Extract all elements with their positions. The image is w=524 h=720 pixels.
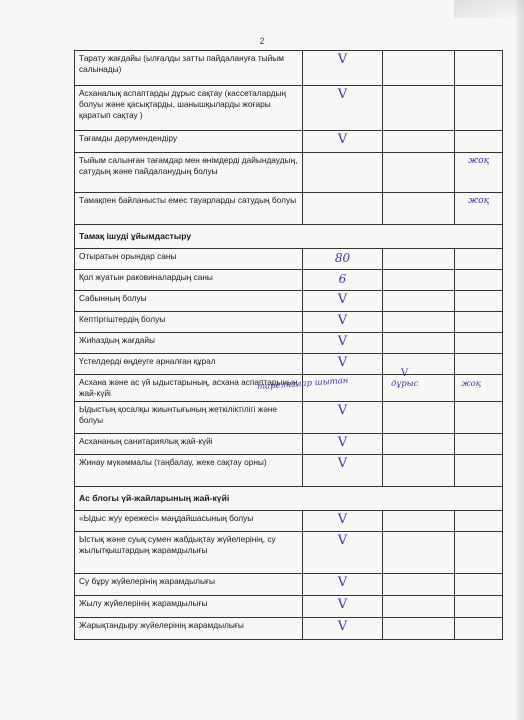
row-label: Жиһаздың жағдайы xyxy=(75,333,303,354)
empty-cell xyxy=(455,131,503,153)
row-label: Ыдыстың қосалқы жиынтығының жеткіліктілігі және болуы xyxy=(75,402,303,434)
check-mark: V xyxy=(337,334,348,350)
handwritten-note: тарелкалар шытан xyxy=(256,375,349,393)
check-mark: V xyxy=(401,368,409,380)
check-mark: V xyxy=(337,292,348,308)
check-mark: V xyxy=(337,403,348,419)
check-cell xyxy=(303,511,383,532)
empty-cell xyxy=(383,249,455,270)
empty-cell xyxy=(455,249,503,270)
check-cell xyxy=(303,402,383,434)
check-cell xyxy=(303,86,383,131)
table-row xyxy=(75,596,503,618)
table-row xyxy=(75,86,503,131)
row-label: Тарату жағдайы (ылғалды затты пайдалануға тыйым салынады) xyxy=(75,51,303,86)
check-cell xyxy=(303,131,383,153)
empty-cell xyxy=(303,193,383,225)
table-row xyxy=(75,434,503,455)
table-row xyxy=(75,574,503,596)
section-title: Тамақ ішуді ұйымдастыру xyxy=(75,225,503,249)
check-cell xyxy=(303,291,383,312)
empty-cell xyxy=(383,574,455,596)
check-cell xyxy=(303,354,383,375)
check-cell xyxy=(303,574,383,596)
handwritten-note: жоқ xyxy=(467,156,490,166)
check-cell xyxy=(303,618,383,640)
check-cell xyxy=(303,434,383,455)
empty-cell xyxy=(455,434,503,455)
check-cell xyxy=(303,333,383,354)
check-mark: V xyxy=(337,313,348,329)
check-mark: V xyxy=(337,52,348,67)
empty-cell xyxy=(455,402,503,434)
empty-cell xyxy=(383,455,455,487)
page-number: 2 xyxy=(259,36,265,46)
empty-cell xyxy=(455,86,503,131)
empty-cell xyxy=(383,312,455,333)
row-label: Су бұру жүйелерінің жарамдылығы xyxy=(75,574,303,596)
value-cell xyxy=(303,249,383,270)
check-mark: V xyxy=(337,512,348,528)
section-header-row xyxy=(75,487,503,511)
empty-cell xyxy=(383,434,455,455)
row-label: Жылу жүйелерінің жарамдылығы xyxy=(75,596,303,618)
empty-cell xyxy=(455,312,503,333)
note-cell xyxy=(455,153,503,193)
table-row xyxy=(75,51,503,86)
row-label: Жарықтандыру жүйелерінің жарамдылығы xyxy=(75,618,303,640)
handwritten-number: 6 xyxy=(338,272,347,287)
empty-cell xyxy=(455,291,503,312)
empty-cell xyxy=(455,596,503,618)
page-corner-fold xyxy=(454,0,524,18)
check-mark: V xyxy=(337,597,348,613)
row-label: Қол жуатын раковиналардың саны xyxy=(75,270,303,291)
empty-cell xyxy=(303,153,383,193)
empty-cell xyxy=(383,291,455,312)
note-cell xyxy=(455,375,503,402)
empty-cell xyxy=(383,153,455,193)
page-edge-shadow xyxy=(514,0,524,720)
empty-cell xyxy=(383,596,455,618)
handwritten-note: жоқ xyxy=(461,379,481,390)
row-label: «Ыдыс жуу ережесі» маңдайшасының болуы xyxy=(75,511,303,532)
empty-cell xyxy=(383,193,455,225)
empty-cell xyxy=(383,131,455,153)
empty-cell xyxy=(383,86,455,131)
note-cell xyxy=(455,193,503,225)
row-label: Үстелдерді өңдеуге арналған құрал xyxy=(75,354,303,375)
check-mark: V xyxy=(337,355,348,371)
check-mark: V xyxy=(337,533,348,549)
table-row xyxy=(75,291,503,312)
empty-cell xyxy=(383,511,455,532)
handwritten-note: жоқ xyxy=(467,196,490,206)
table-row xyxy=(75,270,503,291)
table-row xyxy=(75,618,503,640)
empty-cell xyxy=(383,618,455,640)
row-label: Тыйым салынған тағамдар мен өнімдерді дайындаудың, сатудың және пайдаланудың болуы xyxy=(75,153,303,193)
row-label: Кептіргіштердің болуы xyxy=(75,312,303,333)
row-label: Ыстық және суық сумен жабдықтау жүйелерінің, су жылытқыштардың жарамдылығы xyxy=(75,532,303,574)
value-cell xyxy=(303,270,383,291)
empty-cell xyxy=(383,402,455,434)
table-row xyxy=(75,532,503,574)
check-mark: V xyxy=(337,87,348,102)
empty-cell xyxy=(455,618,503,640)
empty-cell xyxy=(383,532,455,574)
handwritten-number: 80 xyxy=(334,251,351,266)
check-mark: V xyxy=(337,456,348,472)
table-row xyxy=(75,455,503,487)
empty-cell xyxy=(455,270,503,291)
table-row xyxy=(75,375,503,402)
empty-cell xyxy=(383,354,455,375)
empty-cell xyxy=(455,455,503,487)
note-cell xyxy=(256,375,383,402)
check-cell xyxy=(303,596,383,618)
handwritten-note: дұрыс xyxy=(391,379,419,390)
empty-cell xyxy=(455,333,503,354)
row-label: Тағамды дәрумендендіру xyxy=(75,131,303,153)
row-label: Асхана және ас үй ыдыстарының, асхана аспаптарының жай-күйі xyxy=(75,375,303,402)
empty-cell xyxy=(455,511,503,532)
note-cell xyxy=(383,368,455,402)
empty-cell xyxy=(455,51,503,86)
row-label: Сабынның болуы xyxy=(75,291,303,312)
table-row xyxy=(75,402,503,434)
section-title: Ас блогы үй-жайларының жай-күйі xyxy=(75,487,503,511)
empty-cell xyxy=(455,532,503,574)
check-cell xyxy=(303,532,383,574)
table-row xyxy=(75,153,503,193)
check-cell xyxy=(303,51,383,86)
table-row xyxy=(75,511,503,532)
check-cell xyxy=(303,312,383,333)
table-row xyxy=(75,312,503,333)
empty-cell xyxy=(383,333,455,354)
inspection-checklist-table xyxy=(74,50,503,640)
check-mark: V xyxy=(337,132,348,147)
empty-cell xyxy=(455,574,503,596)
check-cell xyxy=(303,455,383,487)
table-row xyxy=(75,354,503,375)
table-row xyxy=(75,333,503,354)
check-mark: V xyxy=(337,435,348,451)
row-label: Тамақпен байланысты емес тауарларды сатудың болуы xyxy=(75,193,303,225)
table-row xyxy=(75,249,503,270)
section-header-row xyxy=(75,225,503,249)
table-row xyxy=(75,131,503,153)
table-row xyxy=(75,193,503,225)
empty-cell xyxy=(455,354,503,375)
row-label: Жинау мүкәммалы (таңбалау, жеке сақтау орны) xyxy=(75,455,303,487)
check-mark: V xyxy=(337,619,348,635)
row-label: Отыратын орындар саны xyxy=(75,249,303,270)
empty-cell xyxy=(383,51,455,86)
row-label: Асханалық аспаптарды дұрыс сақтау (кассеталардың болуы және қасықтарды, шанышқыларды жоғары қаратып сақтау ) xyxy=(75,86,303,131)
check-mark: V xyxy=(337,575,348,591)
row-label: Асхананың санитариялық жай-күйі xyxy=(75,434,303,455)
empty-cell xyxy=(383,270,455,291)
